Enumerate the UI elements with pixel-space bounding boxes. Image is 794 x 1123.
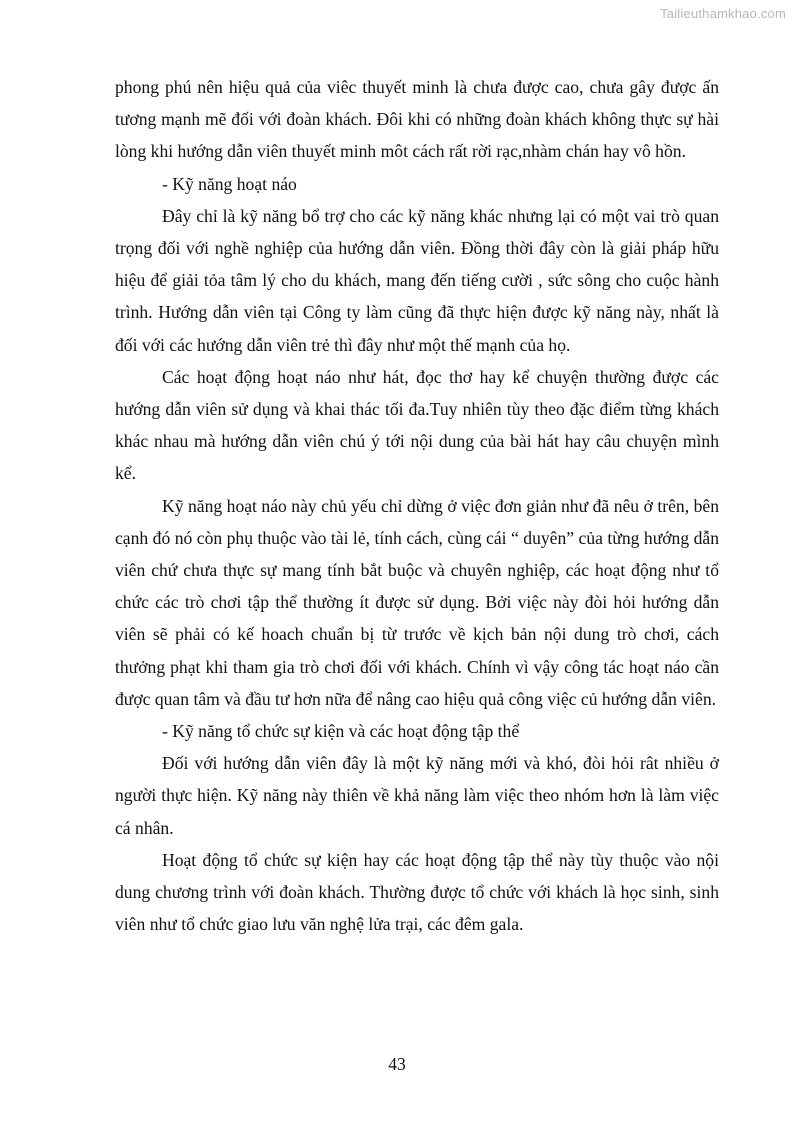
paragraph: Đây chỉ là kỹ năng bổ trợ cho các kỹ năng khác nhưng lại có một vai trò quan trọng đối với nghề nghiệp của hướng dẫn viên. Đồng thời đây còn là giải pháp hữu hiệu để giải tỏa tâm lý cho du khách, mang đến tiếng cười , sức sông cho cuộc hành trình. Hướng dẫn viên tại Công ty làm cũng đã thực hiện được kỹ năng này, nhất là đối với các hướng dẫn viên trẻ thì đây như một thế mạnh của họ. xyxy=(115,205,719,355)
page-number: 43 xyxy=(388,1054,406,1074)
paragraph: Kỹ năng hoạt náo này chủ yếu chỉ dừng ở việc đơn giản như đã nêu ở trên, bên cạnh đó nó còn phụ thuộc vào tài lẻ, tính cách, cùng cái “ duyên” của từng hướng dẫn viên chứ chưa thực sự mang tính bắt buộc và chuyên nghiệp, các hoạt động như tổ chức các trò chơi tập thể thường ít được sử dụng. Bởi việc này đòi hỏi hướng dẫn viên sẽ phải có kế hoach chuẩn bị từ trước về kịch bản nội dung trò chơi, cách thưởng phạt khi tham gia trò chơi đối với khách. Chính vì vậy công tác hoạt náo cần được quan tâm và đầu tư hơn nữa để nâng cao hiệu quả công việc củ hướng dẫn viên. xyxy=(115,495,719,709)
paragraph: Hoạt động tổ chức sự kiện hay các hoạt động tập thể này tùy thuộc vào nội dung chương trình với đoàn khách. Thường được tổ chức với khách là học sinh, sinh viên như tổ chức giao lưu văn nghệ lửa trại, các đêm gala. xyxy=(115,849,719,935)
paragraph-continuation: phong phú nên hiệu quả của viêc thuyết minh là chưa được cao, chưa gây được ấn tương mạnh mẽ đối với đoàn khách. Đôi khi có những đoàn khách không thực sự hài lòng khi hướng dẫn viên thuyết minh môt cách rất rời rạc,nhàm chán hay vô hồn. xyxy=(115,77,719,162)
paragraph: Đối với hướng dẫn viên đây là một kỹ năng mới và khó, đòi hỏi rât nhiều ở người thực hiện. Kỹ năng này thiên về khả năng làm việc theo nhóm hơn là làm việc cá nhân. xyxy=(115,753,719,838)
heading-ky-nang-hoat-nao: - Kỹ năng hoạt náo xyxy=(162,173,297,194)
document-body xyxy=(115,71,719,940)
watermark-text: Tailieuthamkhao.com xyxy=(660,6,786,21)
heading-ky-nang-to-chuc-su-kien: - Kỹ năng tổ chức sự kiện và các hoạt động tập thể xyxy=(162,721,520,742)
paragraph: Các hoạt động hoạt náo như hát, đọc thơ hay kể chuyện thường được các hướng dẫn viên sử dụng và khai thác tối đa.Tuy nhiên tùy theo đặc điểm từng khách khác nhau mà hướng dẫn viên chú ý tới nội dung của bài hát hay câu chuyện mình kể. xyxy=(115,366,719,484)
